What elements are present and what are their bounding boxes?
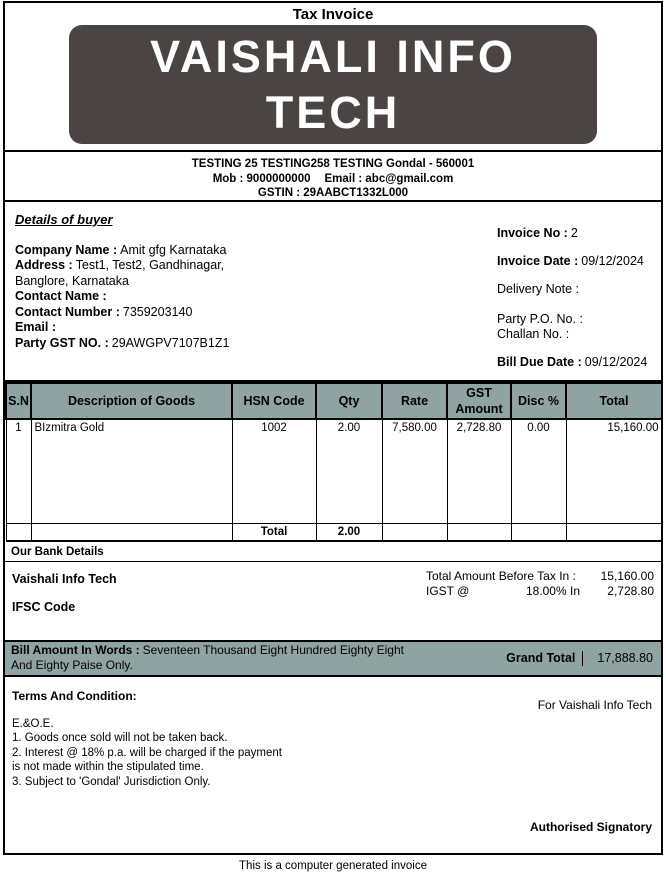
invoice-meta	[497, 226, 647, 370]
invoice-number: Invoice No : 2	[497, 226, 578, 240]
col-header-total: Total	[566, 383, 662, 419]
company-address-line: TESTING 25 TESTING258 TESTING Gondal - 560001	[191, 158, 475, 170]
terms-section	[5, 677, 661, 849]
company-logo	[69, 25, 597, 144]
col-header-rate: Rate	[382, 383, 447, 419]
item-total: 15,160.00	[566, 419, 662, 523]
col-header-sn: S.N	[6, 383, 31, 419]
buyer-section-title: Details of buyer	[15, 212, 113, 227]
terms-line: 1. Goods once sold will not be taken back.	[12, 732, 228, 744]
invoice-date: Invoice Date : 09/12/2024	[497, 254, 644, 268]
bank-section-title: Our Bank Details	[5, 542, 661, 562]
tax-summary	[426, 569, 654, 599]
terms-title: Terms And Condition:	[12, 688, 137, 703]
page-title: Tax Invoice	[292, 6, 374, 23]
igst-amount: 2,728.80	[607, 583, 654, 598]
terms-list	[12, 717, 284, 790]
buyer-email: Email :	[15, 320, 56, 334]
parties-section	[5, 202, 661, 382]
company-mobile: Mob : 9000000000	[212, 172, 311, 185]
col-header-disc: Disc %	[511, 383, 566, 419]
total-label: Total	[232, 523, 316, 541]
terms-line: 2. Interest @ 18% p.a. will be charged if the payment is not made within the stipulated time.	[12, 746, 282, 773]
item-qty: 2.00	[316, 419, 382, 523]
divider	[582, 651, 583, 666]
items-table	[5, 382, 663, 542]
for-company-label: For Vaishali Info Tech	[537, 697, 652, 712]
company-address-block	[5, 152, 661, 202]
bill-amount-in-words: Bill Amount In Words : Seventeen Thousand Eight Hundred Eighty Eight And Eighty Paise Only.	[11, 643, 404, 672]
buyer-company-name: Company Name : Amit gfg Karnataka	[15, 242, 227, 257]
challan-number: Challan No. :	[497, 327, 570, 341]
computer-generated-note: This is a computer generated invoice	[239, 860, 427, 872]
total-qty: 2.00	[316, 523, 382, 541]
buyer-contact-number: Contact Number : 7359203140	[15, 304, 193, 319]
company-gstin: GSTIN : 29AABCT1332L000	[257, 187, 409, 199]
authorised-signatory-label: Authorised Signatory	[529, 819, 652, 834]
grand-total-value: 17,888.80	[597, 651, 653, 665]
col-header-description: Description of Goods	[31, 383, 232, 419]
grand-total-label: Grand Total	[506, 651, 576, 665]
total-before-tax-value: 15,160.00	[600, 568, 654, 583]
item-description: BIzmitra Gold	[31, 419, 232, 523]
invoice-document	[3, 1, 663, 855]
col-header-gst-amount: GST Amount	[447, 383, 511, 419]
col-header-hsn: HSN Code	[232, 383, 316, 419]
table-row	[6, 419, 662, 523]
igst-rate: 18.00% In	[525, 583, 580, 598]
item-rate: 7,580.00	[382, 419, 447, 523]
bank-details-section	[5, 542, 661, 640]
terms-line: 3. Subject to 'Gondal' Jurisdiction Only.	[12, 775, 211, 788]
grand-total-band	[5, 640, 661, 677]
ifsc-code-label: IFSC Code	[12, 599, 76, 614]
buyer-details	[15, 212, 253, 351]
buyer-contact-name: Contact Name :	[15, 289, 107, 303]
col-header-qty: Qty	[316, 383, 382, 419]
igst-row	[426, 584, 654, 599]
igst-label: IGST @	[426, 583, 470, 598]
item-sn: 1	[6, 419, 31, 523]
item-hsn: 1002	[232, 419, 316, 523]
bank-name: Vaishali Info Tech	[12, 571, 117, 586]
item-gst-amount: 2,728.80	[447, 419, 511, 523]
grand-total	[506, 651, 655, 666]
items-table-header-row	[6, 383, 662, 419]
item-disc: 0.00	[511, 419, 566, 523]
invoice-header	[5, 3, 661, 152]
total-before-tax-row: Total Amount Before Tax In : 15,160.00	[426, 568, 654, 583]
company-contact-line	[5, 172, 661, 187]
party-po-number: Party P.O. No. :	[497, 312, 583, 326]
company-logo-text: VAISHALI INFO TECH	[150, 30, 516, 138]
table-total-row	[6, 523, 662, 541]
buyer-gst-number: Party GST NO. : 29AWGPV7107B1Z1	[15, 335, 230, 350]
delivery-note: Delivery Note :	[497, 282, 579, 296]
terms-line: E.&O.E.	[12, 717, 54, 730]
bill-due-date: Bill Due Date : 09/12/2024	[497, 355, 648, 369]
company-email: Email : abc@gmail.com	[324, 172, 454, 185]
buyer-address: Address : Test1, Test2, Gandhinagar, Banglore, Karnataka	[15, 258, 225, 288]
